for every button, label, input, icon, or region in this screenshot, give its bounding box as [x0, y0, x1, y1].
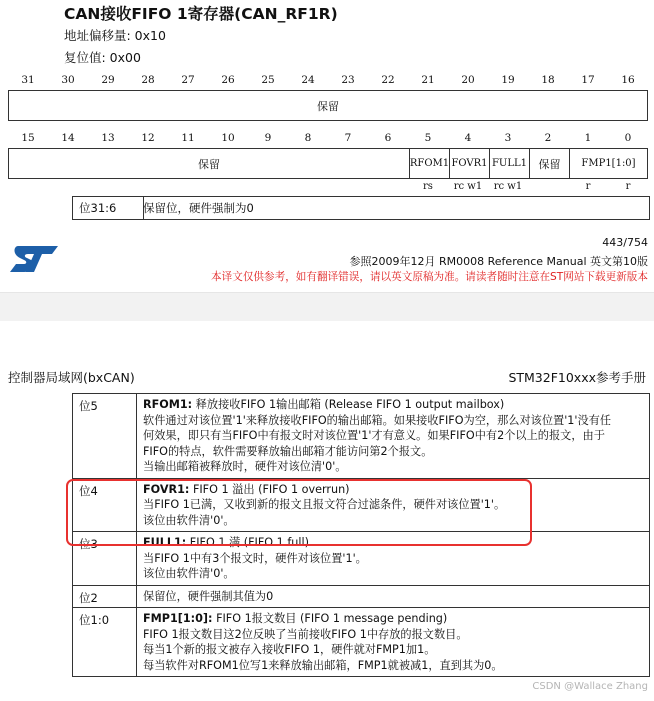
bit-number: 17	[581, 74, 595, 86]
desc-line: 每当1个新的报文被存入接收FIFO 1，硬件就对FMP1加1。	[143, 643, 436, 656]
field-name: FOVR1:	[143, 482, 190, 496]
field-name: FMP1[1:0]:	[143, 612, 213, 625]
desc-line: 当输出邮箱被释放时，硬件对该位清'0'。	[143, 460, 347, 473]
bit-number: 1	[584, 132, 592, 144]
access-types	[8, 181, 648, 195]
bit-number: 16	[621, 74, 635, 86]
bit-label: 位4	[73, 479, 137, 532]
bit-31-6-desc: 保留位，硬件强制为0	[143, 201, 254, 215]
bit-number: 31	[21, 74, 35, 86]
bit-number: 28	[141, 74, 155, 86]
bit-number: 5	[424, 132, 432, 144]
reserved-field-high: 保留	[317, 99, 339, 113]
bit-number: 13	[101, 132, 115, 144]
bit-number: 7	[344, 132, 352, 144]
bit-number: 10	[221, 132, 235, 144]
bit-number: 21	[421, 74, 435, 86]
bit-label: 位2	[73, 586, 137, 608]
bit-number: 18	[541, 74, 555, 86]
st-logo	[8, 244, 60, 274]
highlight-box-fovr1	[66, 479, 532, 546]
bit-numbers-high	[8, 74, 648, 88]
register-row-high	[8, 90, 648, 121]
bit-number: 11	[181, 132, 195, 144]
bit-number: 9	[264, 132, 272, 144]
field-rfom1: RFOM1	[409, 149, 449, 178]
bit-31-6-label: 位31:6	[73, 197, 144, 219]
bit-numbers-low	[8, 132, 648, 146]
field-title: FIFO 1 满 (FIFO 1 full)	[186, 536, 309, 549]
field-name: RFOM1:	[143, 398, 193, 411]
desc-line: 该位由软件清'0'。	[143, 513, 235, 527]
field-title: FIFO 1 溢出 (FIFO 1 overrun)	[189, 482, 350, 496]
bit-31-6-row	[72, 196, 650, 220]
table-row	[73, 585, 649, 608]
field-fovr1: FOVR1	[449, 149, 489, 178]
translation-notice: 本译文仅供参考，如有翻译错误，请以英文原稿为准。请读者随时注意在ST网站下载更新版本	[211, 271, 648, 283]
desc-line: 每当软件对RFOM1位写1来释放输出邮箱，FMP1就被减1，直到其为0。	[143, 658, 503, 672]
bit-number: 12	[141, 132, 155, 144]
access-fovr1: rc w1	[453, 181, 483, 192]
bit-number: 2	[544, 132, 552, 144]
bit-label: 位1:0	[73, 608, 137, 676]
bit-label: 位3	[73, 532, 137, 585]
field-title: FIFO 1报文数目 (FIFO 1 message pending)	[212, 612, 448, 625]
reset-value: 复位值: 0x00	[64, 50, 141, 65]
bit-number: 24	[301, 74, 315, 86]
bit-number: 8	[304, 132, 312, 144]
desc-line: FIFO的特点，软件需要释放输出邮箱才能访问第2个报文。	[143, 444, 433, 458]
section-header: 控制器局域网(bxCAN)	[8, 370, 135, 385]
bit-number: 19	[501, 74, 515, 86]
register-title: CAN接收FIFO 1寄存器(CAN_RF1R)	[64, 5, 338, 23]
access-fmp1-hi: r	[585, 181, 591, 192]
bit-number: 30	[61, 74, 75, 86]
bit-number: 0	[624, 132, 632, 144]
bit-description	[143, 586, 649, 608]
reserved-field-low: 保留	[198, 157, 220, 171]
page-number: 443/754	[602, 236, 648, 249]
address-offset: 地址偏移量: 0x10	[64, 28, 166, 43]
watermark: CSDN @Wallace Zhang	[532, 681, 648, 692]
field-title: 保留位，硬件强制其值为0	[143, 589, 274, 603]
bit-number: 23	[341, 74, 355, 86]
desc-line: 软件通过对该位置'1'来释放接收FIFO的输出邮箱。如果接收FIFO为空，那么对该位置'1'没有任	[143, 413, 612, 427]
bit-number: 25	[261, 74, 275, 86]
manual-header: STM32F10xxx参考手册	[508, 370, 646, 385]
bit-number: 14	[61, 132, 75, 144]
bit-number: 29	[101, 74, 115, 86]
field-reserved-bit2: 保留	[529, 149, 569, 178]
reference-line: 参照2009年12月 RM0008 Reference Manual 英文第10版	[349, 255, 648, 268]
bit-label: 位5	[73, 394, 137, 478]
table-row	[73, 394, 649, 478]
field-full1: FULL1	[489, 149, 529, 178]
access-rfom1: rs	[423, 181, 433, 192]
bit-number: 15	[21, 132, 35, 144]
access-fmp1-lo: r	[625, 181, 631, 192]
bit-number: 6	[384, 132, 392, 144]
table-row	[73, 607, 649, 676]
bit-number: 4	[464, 132, 472, 144]
bit-number: 26	[221, 74, 235, 86]
desc-line: 何效果，即只有当FIFO中有报文时对该位置'1'才有意义。如果FIFO中有2个以上的报文，由于	[143, 429, 605, 442]
register-row-low	[8, 148, 648, 179]
bit-number: 27	[181, 74, 195, 86]
field-title: 释放接收FIFO 1输出邮箱 (Release FIFO 1 output mailbox)	[192, 398, 505, 411]
bit-description	[143, 394, 649, 478]
desc-line: FIFO 1报文数目这2位反映了当前接收FIFO 1中存放的报文数目。	[143, 627, 468, 641]
bit-number: 22	[381, 74, 395, 86]
field-fmp1: FMP1[1:0]	[569, 149, 647, 178]
bit-description	[143, 608, 649, 676]
bit-number: 3	[504, 132, 512, 144]
access-full1: rc w1	[493, 181, 523, 192]
page-divider	[0, 292, 654, 321]
desc-line: 该位由软件清'0'。	[143, 567, 235, 580]
desc-line: 当FIFO 1中有3个报文时，硬件对该位置'1'。	[143, 551, 367, 565]
desc-line: 当FIFO 1已满，又收到新的报文且报文符合过滤条件，硬件对该位置'1'。	[143, 498, 506, 511]
bit-number: 20	[461, 74, 475, 86]
field-name: FULL1:	[143, 536, 187, 549]
